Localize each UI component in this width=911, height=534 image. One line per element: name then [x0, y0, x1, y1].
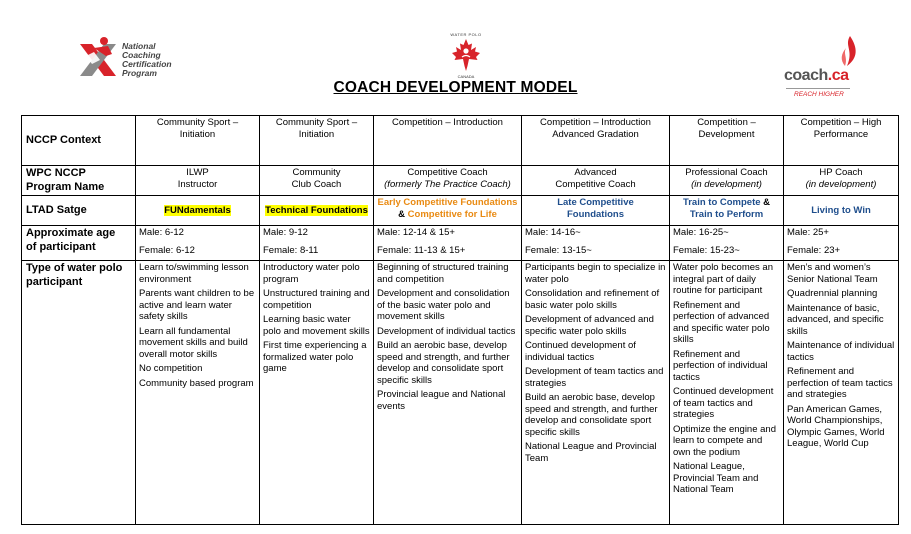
coach-ca-tagline: REACH HIGHER: [794, 91, 844, 98]
participant-type-header-line-2: participant: [26, 275, 83, 288]
participant-type-row-header: [22, 261, 136, 525]
age-row: [22, 226, 899, 261]
participant-type-cell-6: [784, 261, 899, 525]
age-male: Male: 25+: [787, 227, 829, 238]
ltad-stage-label: Early Competitive Foundations: [377, 197, 518, 208]
age-male: Male: 12-14 & 15+: [377, 227, 455, 238]
participant-point: Learning basic water polo and movement skills: [263, 314, 370, 337]
participant-type-header-line-1: Type of water polo: [26, 262, 123, 274]
participant-point: Learn to/swimming lesson environment: [139, 262, 249, 285]
nccp-line-3: Certification: [122, 59, 172, 69]
nccp-line-1: National: [122, 41, 156, 51]
participant-type-cell-4: [522, 261, 670, 525]
participant-point: Beginning of structured training and competition: [377, 262, 509, 285]
page-title: COACH DEVELOPMENT MODEL: [333, 79, 578, 96]
context-cell-5: Competition – Development: [670, 116, 784, 166]
age-female: Female: 23+: [787, 245, 841, 256]
age-male: Male: 6-12: [139, 227, 184, 238]
participant-point: Maintenance of basic, advanced, and specific skills: [787, 302, 884, 337]
participant-point: Continued development of team tactics and strategies: [673, 386, 774, 420]
participant-point: Unstructured training and competition: [263, 288, 370, 311]
participant-type-cell-2: [260, 261, 374, 525]
participant-point: Quadrennial planning: [787, 288, 878, 299]
program-name-line-2: Instructor: [177, 178, 218, 190]
water-polo-canada-logo: [450, 32, 482, 82]
participant-type-cell-1: [136, 261, 260, 525]
participant-point: Refinement and perfection of advanced and specific water polo skills: [673, 299, 770, 345]
participant-type-cell-3: [374, 261, 522, 525]
participant-point: Parents want children to be active and learn water safety skills: [139, 288, 255, 322]
program-cell-4: [522, 166, 670, 196]
age-cell-1: [136, 226, 260, 261]
age-male: Male: 16-25~: [673, 227, 729, 238]
participant-point: Optimize the engine and learn to compete and own the podium: [673, 423, 776, 458]
ltad-row-header: LTAD Satge: [22, 196, 136, 226]
context-cell-3: Competition – Introduction: [374, 116, 522, 166]
participant-point: Participants begin to specialize in water polo: [525, 262, 666, 285]
participant-point: National League and Provincial Team: [525, 441, 657, 464]
age-cell-6: [784, 226, 899, 261]
flame-leaf-icon: [834, 34, 864, 70]
participant-point: Continued development of individual tactics: [525, 340, 636, 363]
participant-point: Refinement and perfection of team tactics and strategies: [787, 366, 893, 400]
ltad-cell-4: [522, 196, 670, 226]
ltad-row: [22, 196, 899, 226]
ltad-cell-5: [670, 196, 784, 226]
age-row-header-line-2: of participant: [26, 240, 96, 253]
program-note: (in development): [805, 178, 877, 190]
participant-point: Introductory water polo program: [263, 262, 360, 285]
context-cell-6: Competition – High Performance: [784, 116, 899, 166]
nccp-line-2: Coaching: [122, 50, 161, 60]
maple-leaf-icon: [450, 36, 482, 76]
water-polo-logo-bottom: CANADA: [457, 74, 475, 79]
participant-point: Water polo becomes an integral part of daily routine for participant: [673, 262, 773, 296]
ltad-stage-label-2: Competitive for Life: [407, 208, 497, 220]
ltad-stage-label: Train to Compete: [682, 197, 761, 208]
age-row-header-line-1: Approximate age: [26, 227, 116, 239]
program-cell-6: [784, 166, 899, 196]
program-cell-1: [136, 166, 260, 196]
program-row-header-line-1: WPC NCCP: [26, 167, 86, 179]
age-male: Male: 9-12: [263, 227, 308, 238]
context-cell-2: Community Sport – Initiation: [260, 116, 374, 166]
program-name: Advanced: [574, 167, 617, 178]
context-cell-1: Community Sport – Initiation: [136, 116, 260, 166]
ltad-stage-label: Late Competitive: [557, 197, 634, 208]
participant-point: Learn all fundamental movement skills and build overall motor skills: [139, 325, 248, 360]
program-name: Competitive Coach: [407, 167, 488, 178]
program-name-line-2: Competitive Coach: [555, 178, 636, 190]
program-row: [22, 166, 899, 196]
participant-point: Community based program: [139, 377, 254, 389]
ltad-stage-label-2: Train to Perform: [689, 208, 764, 220]
participant-point: Provincial league and National events: [377, 389, 506, 412]
age-female: Female: 6-12: [139, 245, 195, 256]
participant-point: Development of individual tactics: [377, 325, 516, 337]
participant-point: Maintenance of individual tactics: [787, 340, 895, 363]
age-cell-3: [374, 226, 522, 261]
participant-point: Development of advanced and specific water polo skills: [525, 314, 654, 337]
age-male: Male: 14-16~: [525, 227, 581, 238]
program-name: Community: [292, 167, 341, 178]
ltad-stage-label-2: Foundations: [567, 208, 624, 220]
ltad-ampersand: &: [763, 197, 771, 208]
context-cell-4: Competition – Introduction Advanced Gradation: [522, 116, 670, 166]
participant-point: Refinement and perfection of individual tactics: [673, 348, 768, 383]
participant-point: National League, Provincial Team and National Team: [673, 461, 759, 495]
nccp-line-4: Program: [122, 68, 157, 78]
water-polo-logo-top: WATER POLO: [450, 32, 482, 37]
age-female: Female: 13-15~: [525, 245, 592, 256]
program-note: (in development): [691, 178, 762, 190]
age-cell-4: [522, 226, 670, 261]
ltad-stage-label: Living to Win: [811, 204, 871, 216]
program-cell-5: [670, 166, 784, 196]
program-row-header-line-2: Program Name: [26, 180, 105, 193]
participant-point: Men’s and women’s Senior National Team: [787, 262, 878, 285]
context-row: [22, 116, 899, 166]
nccp-x-icon: [78, 34, 122, 82]
coach-suffix: .ca: [827, 67, 849, 84]
age-female: Female: 15-23~: [673, 245, 740, 256]
participant-point: No competition: [139, 363, 203, 374]
program-name: ILWP: [186, 167, 209, 178]
ltad-ampersand: &: [398, 208, 406, 220]
participant-point: Development of team tactics and strategies: [525, 366, 664, 389]
participant-point: First time experiencing a formalized water polo game: [263, 340, 367, 374]
program-note: (formerly The Practice Coach): [384, 178, 511, 190]
participant-point: Development and consolidation of the basic water polo and movement skills: [377, 288, 510, 322]
age-female: Female: 8-11: [263, 245, 319, 256]
program-row-header: [22, 166, 136, 196]
ltad-stage-label: FUNdamentals: [164, 204, 231, 216]
participant-type-cell-5: [670, 261, 784, 525]
ltad-cell-2: [260, 196, 374, 226]
ltad-cell-3: [374, 196, 522, 226]
nccp-logo: [78, 34, 198, 84]
age-cell-2: [260, 226, 374, 261]
participant-point: Pan American Games, World Championships, Olympic Games, World League, World Cup: [787, 403, 885, 449]
ltad-cell-6: [784, 196, 899, 226]
participant-point: Consolidation and refinement of basic water polo skills: [525, 288, 660, 311]
ltad-stage-label: Technical Foundations: [265, 204, 368, 216]
program-name: Professional Coach: [685, 167, 768, 178]
participant-type-row: [22, 261, 899, 525]
program-name-line-2: Club Coach: [291, 178, 342, 190]
age-cell-5: [670, 226, 784, 261]
program-cell-3: [374, 166, 522, 196]
context-row-header: NCCP Context: [22, 116, 136, 166]
coach-development-table: [21, 115, 899, 525]
coach-word: coach: [784, 67, 828, 84]
ltad-cell-1: [136, 196, 260, 226]
age-female: Female: 11-13 & 15+: [377, 245, 466, 256]
participant-point: Build an aerobic base, develop speed and strength, and further develop and consolidate sport specific skills: [525, 392, 658, 438]
program-cell-2: [260, 166, 374, 196]
program-name: HP Coach: [819, 167, 863, 178]
nccp-logo-text: [122, 42, 172, 78]
age-row-header: [22, 226, 136, 261]
participant-point: Build an aerobic base, develop speed and strength, and further develop and consolidate sport specific skills: [377, 340, 510, 386]
